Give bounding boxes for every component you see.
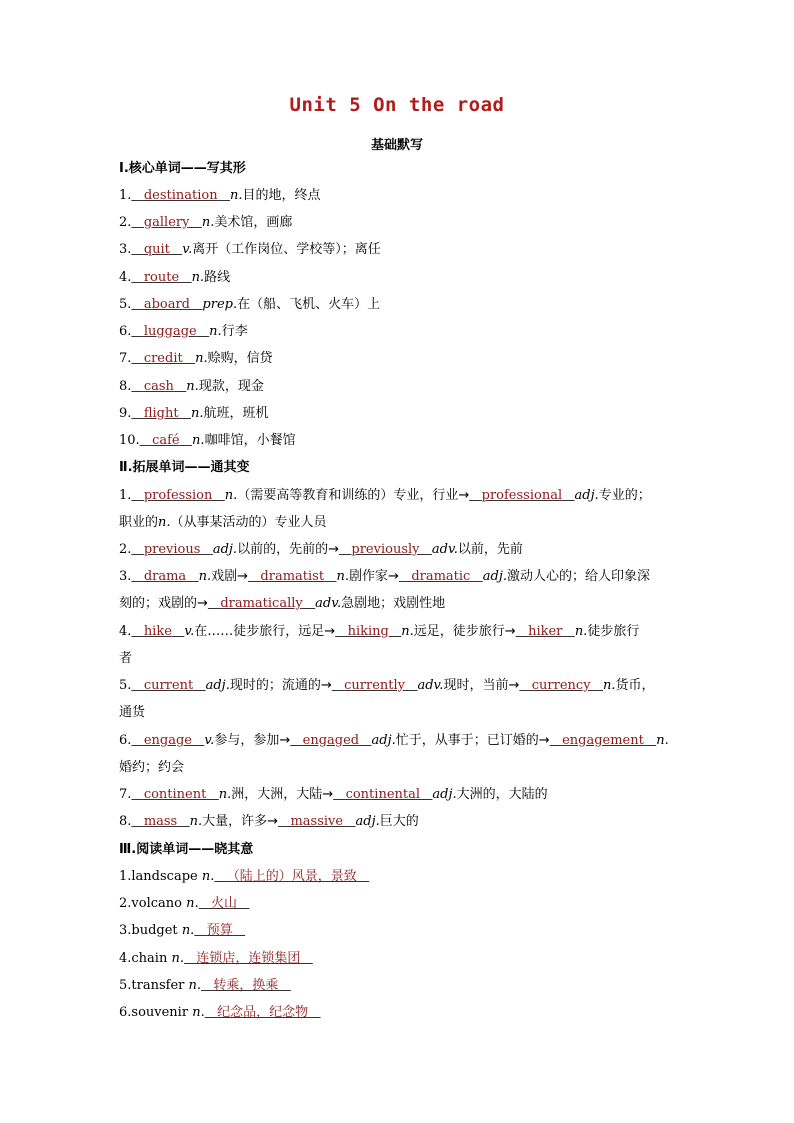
word-family-3: 3. drama n.戏剧→ dramatist n.剧作家→ dramatic adj.激动人心的；给人印象深 [119, 569, 651, 584]
vocab-item-9: 9. flight n.航班，班机 [119, 406, 269, 421]
vocab-item-2: 2. gallery n.美术馆，画廊 [119, 215, 293, 230]
section-3-heading: Ⅲ.阅读单词——晓其意 [119, 842, 254, 857]
vocab-item-4: 4. route n.路线 [119, 270, 231, 285]
word-family-8: 8. mass n.大量，许多→ massive adj.巨大的 [119, 814, 419, 829]
reading-item-6: 6.souvenir n. 纪念品，纪念物 [119, 1005, 309, 1020]
page-subtitle: 基础默写 [370, 138, 423, 153]
word-family-5: 5. current adj.现时的；流通的→ currently adv.现时，当前→ currency n.货币， [119, 678, 655, 693]
word-family-7: 7. continent n.洲，大洲，大陆→ continental adj.大洲的，大陆的 [119, 787, 548, 802]
word-family-1: 1. profession n.（需要高等教育和训练的）专业，行业→ professional adj.专业的； [119, 488, 651, 503]
reading-item-1: 1.landscape n. （陆上的）风景，景致 [119, 869, 357, 884]
reading-item-2: 2.volcano n. 火山 [119, 896, 238, 911]
word-family-4-cont: 者 [119, 651, 133, 666]
vocab-item-1: 1. destination n.目的地，终点 [119, 188, 321, 203]
vocab-item-3: 3. quit v.离开（工作岗位、学校等）；离任 [119, 242, 381, 257]
word-family-1-cont: 职业的n.（从事某活动的）专业人员 [119, 515, 327, 530]
vocab-item-10: 10. café n.咖啡馆，小餐馆 [119, 433, 296, 448]
section-1-heading: Ⅰ.核心单词——写其形 [119, 161, 246, 176]
word-family-5-cont: 通货 [119, 705, 146, 720]
word-family-3-cont: 刻的；戏剧的→ dramatically adv.急剧地；戏剧性地 [119, 596, 446, 611]
vocab-item-6: 6. luggage n.行李 [119, 324, 248, 339]
reading-item-5: 5.transfer n. 转乘，换乘 [119, 978, 279, 993]
vocab-item-8: 8. cash n.现款，现金 [119, 379, 264, 394]
word-family-2: 2. previous adj.以前的，先前的→ previously adv.以前，先前 [119, 542, 523, 557]
word-family-6-cont: 婚约；约会 [119, 760, 185, 775]
reading-item-3: 3.budget n. 预算 [119, 923, 233, 938]
word-family-6: 6. engage v.参与，参加→ engaged adj.忙于，从事于；已订婚的→ engagement n. [119, 733, 669, 748]
reading-item-4: 4.chain n. 连锁店，连锁集团 [119, 951, 301, 966]
vocab-item-7: 7. credit n.赊购，信贷 [119, 351, 273, 366]
vocab-item-5: 5. aboard prep.在（船、飞机、火车）上 [119, 297, 381, 312]
word-family-4: 4. hike v.在……徒步旅行，远足→ hiking n.远足，徒步旅行→ hiker n.徒步旅行 [119, 624, 640, 639]
page-title: Unit 5 On the road [289, 94, 505, 116]
section-2-heading: Ⅱ.拓展单词——通其变 [119, 460, 250, 475]
